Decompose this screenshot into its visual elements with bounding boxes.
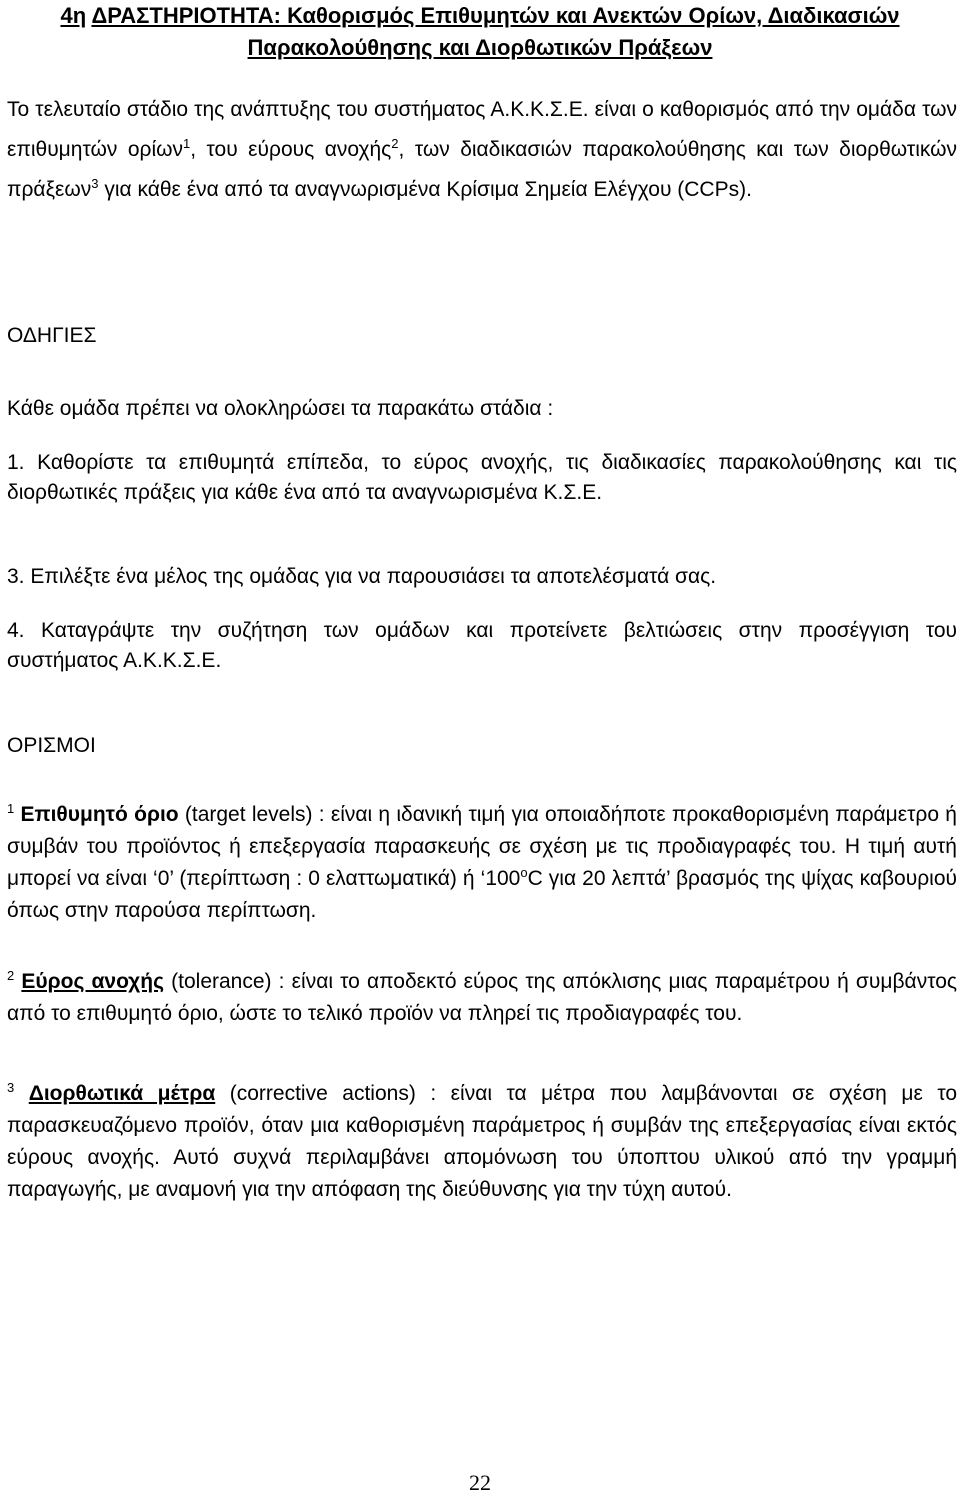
term-corrective-actions: Διορθωτικά μέτρα [28, 1082, 216, 1105]
activity-label: ΔΡΑΣΤΗΡΙΟΤΗΤΑ: [91, 3, 281, 28]
title-line-2: Παρακολούθησης και Διορθωτικών Πράξεων [247, 35, 713, 60]
footnote-marker-3: 3 [7, 1080, 15, 1095]
instructions-heading: ΟΔΗΓΙΕΣ [7, 324, 97, 347]
instruction-item [7, 448, 957, 508]
definition-text-2: (tolerance) : είναι το αποδεκτό εύρος της απόκλισης μιας παραμέτρου ή συμβάντος από το επιθυμητό όριο, ώστε το τελικό προϊόν να πληρεί τις προδιαγραφές του. [7, 970, 957, 1025]
intro-text-2: , του εύρους ανοχής [190, 138, 392, 161]
definition-text-1a: (target levels) : είναι η ιδανική τιμή για οποιαδήποτε προκαθορισμένη παράμετρο ή συμβάν του προϊόντος ή επεξεργασία παρασκευής σε σχέση με τις προδιαγραφές του. Η τιμή αυτή μπορεί να είναι ‘0’ (περίπτωση : 0 ελαττωματικά) ή ‘100 [7, 803, 957, 890]
footnote-ref-3: 3 [91, 176, 99, 191]
instructions-lead: Κάθε ομάδα πρέπει να ολοκληρώσει τα παρακάτω στάδια : [7, 397, 554, 420]
page-number: 22 [469, 1470, 491, 1495]
definition-tolerance [7, 966, 957, 1030]
footnote-marker-2: 2 [7, 968, 15, 983]
definition-corrective-actions [7, 1078, 957, 1206]
activity-number: 4η [60, 3, 87, 28]
instruction-text: Καταγράψτε την συζήτηση των ομάδων και προτείνετε βελτιώσεις στην προσέγγιση του συστήματος Α.Κ.Κ.Σ.Ε. [7, 619, 957, 672]
intro-text-1: Το τελευταίο στάδιο της ανάπτυξης του συστήματος Α.Κ.Κ.Σ.Ε. είναι ο καθορισμός από την ομάδα των επιθυμητών ορίων [7, 98, 957, 161]
footnote-ref-2: 2 [391, 136, 399, 151]
definition-text-3: (corrective actions) : είναι τα μέτρα που λαμβάνονται σε σχέση με το παρασκευαζόμενο προϊόν, όταν μια καθορισμένη παράμετρος ή συμβάν της επεξεργασίας είναι εκτός εύρους ανοχής. Αυτό συχνά περιλαμβάνει απομόνωση του ύποπτου υλικού από την γραμμή παραγωγής, με αναμονή για την απόφαση της διεύθυνσης για την τύχη αυτού. [7, 1082, 957, 1201]
intro-paragraph [7, 90, 957, 210]
intro-text-4: για κάθε ένα από τα αναγνωρισμένα Κρίσιμα Σημεία Ελέγχου (CCPs). [98, 178, 752, 201]
definition-text-1b: C για 20 λεπτά’ βρασμός της ψίχας καβουριού όπως στην παρούσα περίπτωση. [7, 867, 957, 922]
instruction-item [7, 559, 957, 594]
title-text-1: Καθορισμός Επιθυμητών και Ανεκτών Ορίων, Διαδικασιών [280, 3, 900, 28]
term-tolerance: Εύρος ανοχής [21, 970, 165, 993]
title-line-1 [0, 0, 960, 32]
instruction-text: Επιλέξτε ένα μέλος της ομάδας για να παρουσιάσει τα αποτελέσματά σας. [30, 565, 717, 588]
definitions-heading: ΟΡΙΣΜΟΙ [7, 734, 96, 757]
degree-sign: ο [520, 865, 528, 880]
intro-text-3: , των διαδικασιών παρακολούθησης και των διορθωτικών πράξεων [7, 138, 958, 201]
instruction-number: 4. [7, 619, 25, 642]
definition-target-levels [7, 799, 957, 927]
instruction-item [7, 616, 957, 676]
instruction-number: 3. [7, 565, 25, 588]
instruction-number: 1. [7, 451, 25, 474]
term-target-levels: Επιθυμητό όριο [20, 803, 179, 826]
footnote-ref-1: 1 [183, 136, 191, 151]
instruction-text: Καθορίστε τα επιθυμητά επίπεδα, το εύρος ανοχής, τις διαδικασίες παρακολούθησης και τις διορθωτικές πράξεις για κάθε ένα από τα αναγνωρισμένα Κ.Σ.Ε. [7, 451, 957, 504]
footnote-marker-1: 1 [7, 801, 15, 816]
page-title [0, 0, 960, 64]
